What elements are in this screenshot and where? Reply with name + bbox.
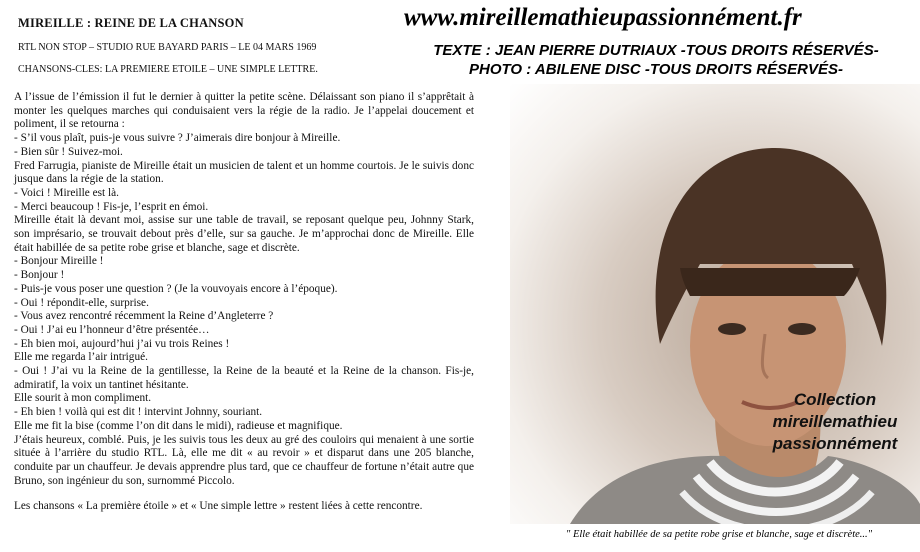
paragraph: Mireille était là devant moi, assise sur une table de travail, se reposant quelque peu, Johnny Stark, son imprésario, se trouvait debout près d’elle, sur sa gauche. Je m’approchai donc de Mireille. Elle était habillée de sa petite robe grise et blanche, sage et discrète. <box>14 214 474 254</box>
closing-line: Les chansons « La première étoile » et « Une simple lettre » restent liées à cette rencontre. <box>14 500 423 513</box>
article-title: MIREILLE : REINE DE LA CHANSON <box>18 16 244 30</box>
paragraph: - Bonjour ! <box>14 269 65 282</box>
paragraph: J’étais heureux, comblé. Puis, je les suivis tous les deux au gré des couloirs qui menaient à une sortie située à l’arrière du studio RTL. Là, elle me dit « au revoir » et disparut dans une 205 blanche, conduite par un chauffeur. Je devais apprendre plus tard, que ce chauffeur de fortune n’était autre que Bruno, son ingénieur du son, surnommé Piccolo. <box>14 433 474 487</box>
paragraph: - Eh bien moi, aujourd’hui j’ai vu trois Reines ! <box>14 337 230 350</box>
paragraph: - S’il vous plaît, puis-je vous suivre ? J’aimerais dire bonjour à Mireille. <box>14 132 341 145</box>
paragraph: Elle sourit à mon compliment. <box>14 392 152 405</box>
paragraph: - Oui ! J’ai vu la Reine de la gentillesse, la Reine de la beauté et la Reine de la chanson. Fis-je, admiratif, la voix un tantinet hésitante. <box>14 365 474 391</box>
watermark-line: mireillemathieu <box>772 412 898 431</box>
paragraph: - Oui ! répondit-elle, surprise. <box>14 296 149 309</box>
paragraph: Elle me regarda l’air intrigué. <box>14 351 148 364</box>
paragraph: - Voici ! Mireille est là. <box>14 186 119 199</box>
text-credit: TEXTE : JEAN PIERRE DUTRIAUX -TOUS DROITS RÉSERVÉS- <box>433 42 879 59</box>
paragraph: A l’issue de l’émission il fut le dernier à quitter la petite scène. Délaissant son piano il s’apprêtait à monter les quelques marches qui conduisaient vers la régie de la radio. Je l’appelai doucement et poliment, il se retourna : <box>14 91 474 131</box>
paragraph: - Bonjour Mireille ! <box>14 255 104 268</box>
paragraph: - Vous avez rencontré récemment la Reine d’Angleterre ? <box>14 310 274 323</box>
paragraph: Fred Farrugia, pianiste de Mireille était un musicien de talent et un homme courtois. Je le suivis donc jusque dans la régie de la station. <box>14 159 474 186</box>
watermark-line: Collection <box>793 390 877 409</box>
portrait-illustration <box>510 84 920 524</box>
paragraph: - Oui ! J’ai eu l’honneur d’être présentée… <box>14 323 210 336</box>
source-line: RTL NON STOP – STUDIO RUE BAYARD PARIS – LE 04 MARS 1969 <box>18 42 317 53</box>
site-url: www.mireillemathieupassionnément.fr <box>404 4 802 31</box>
paragraph: - Puis-je vous poser une question ? (Je la vouvoyais encore à l’époque). <box>14 282 338 295</box>
photo-caption: " Elle était habillée de sa petite robe grise et blanche, sage et discrète..." <box>565 529 873 540</box>
portrait-photo <box>510 84 920 524</box>
paragraph: - Eh bien ! voilà qui est dit ! intervint Johnny, souriant. <box>14 406 263 419</box>
paragraph: Elle me fit la bise (comme l’on dit dans le midi), radieuse et magnifique. <box>14 419 343 432</box>
key-songs-line: CHANSONS-CLES: LA PREMIERE ETOILE – UNE SIMPLE LETTRE. <box>18 64 318 75</box>
paragraph: - Merci beaucoup ! Fis-je, l’esprit en émoi. <box>14 200 209 213</box>
watermark-line: passionnément <box>772 434 898 453</box>
article-body <box>14 91 474 488</box>
paragraph: - Bien sûr ! Suivez-moi. <box>14 145 123 158</box>
article <box>14 14 474 514</box>
photo-credit: PHOTO : ABILENE DISC -TOUS DROITS RÉSERVÉS- <box>469 61 843 78</box>
